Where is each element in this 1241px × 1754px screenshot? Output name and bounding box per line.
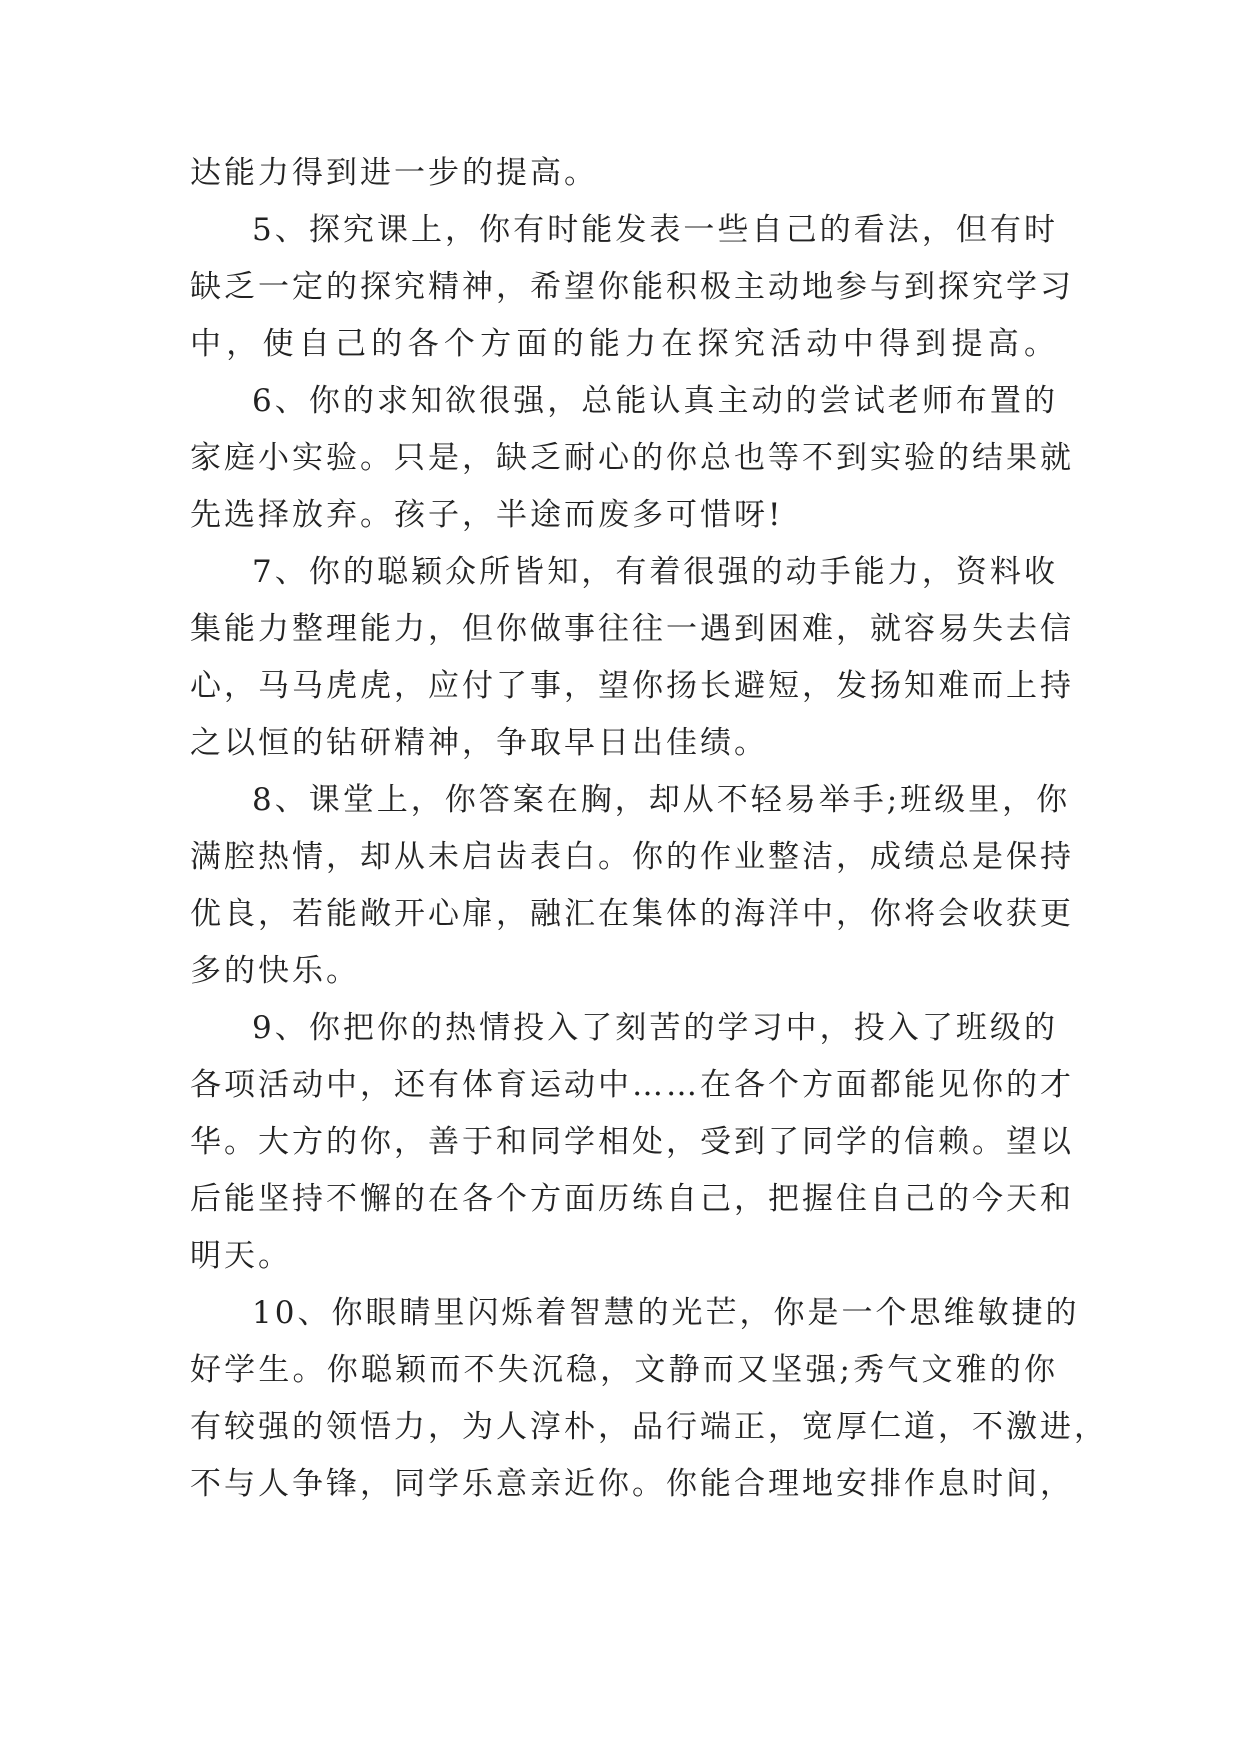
text-line: 5、探究课上，你有时能发表一些自己的看法，但有时 bbox=[252, 212, 1058, 248]
text-line: 9、你把你的热情投入了刻苦的学习中，投入了班级的 bbox=[252, 1010, 1058, 1046]
text-line: 集能力整理能力，但你做事往往一遇到困难，就容易失去信 bbox=[190, 611, 1074, 647]
text-line: 先选择放弃。孩子，半途而废多可惜呀! bbox=[190, 497, 784, 533]
text-line: 家庭小实验。只是，缺乏耐心的你总也等不到实验的结果就 bbox=[190, 440, 1074, 476]
text-line: 7、你的聪颖众所皆知，有着很强的动手能力，资料收 bbox=[252, 554, 1058, 590]
text-line: 达能力得到进一步的提高。 bbox=[190, 155, 598, 191]
text-line: 不与人争锋，同学乐意亲近你。你能合理地安排作息时间， bbox=[190, 1466, 1074, 1502]
text-line: 缺乏一定的探究精神，希望你能积极主动地参与到探究学习 bbox=[190, 269, 1074, 305]
text-line: 优良，若能敞开心扉，融汇在集体的海洋中，你将会收获更 bbox=[190, 896, 1074, 932]
text-line: 6、你的求知欲很强，总能认真主动的尝试老师布置的 bbox=[252, 383, 1058, 419]
text-line: 华。大方的你，善于和同学相处，受到了同学的信赖。望以 bbox=[190, 1124, 1074, 1160]
text-line: 之以恒的钻研精神，争取早日出佳绩。 bbox=[190, 725, 768, 761]
text-line: 有较强的领悟力，为人淳朴，品行端正，宽厚仁道，不激进， bbox=[190, 1409, 1108, 1445]
text-line: 10、你眼睛里闪烁着智慧的光芒，你是一个思维敏捷的 bbox=[252, 1295, 1080, 1331]
text-line: 8、课堂上，你答案在胸，却从不轻易举手;班级里，你 bbox=[252, 782, 1071, 818]
text-line: 各项活动中，还有体育运动中……在各个方面都能见你的才 bbox=[190, 1067, 1074, 1103]
text-line: 满腔热情，却从未启齿表白。你的作业整洁，成绩总是保持 bbox=[190, 839, 1074, 875]
text-line: 心，马马虎虎，应付了事，望你扬长避短，发扬知难而上持 bbox=[190, 668, 1074, 704]
text-line: 后能坚持不懈的在各个方面历练自己，把握住自己的今天和 bbox=[190, 1181, 1074, 1217]
text-line: 好学生。你聪颖而不失沉稳，文静而又坚强;秀气文雅的你 bbox=[190, 1352, 1058, 1388]
text-line: 明天。 bbox=[190, 1238, 292, 1274]
text-line: 中，使自己的各个方面的能力在探究活动中得到提高。 bbox=[190, 326, 1058, 362]
text-line: 多的快乐。 bbox=[190, 953, 360, 989]
